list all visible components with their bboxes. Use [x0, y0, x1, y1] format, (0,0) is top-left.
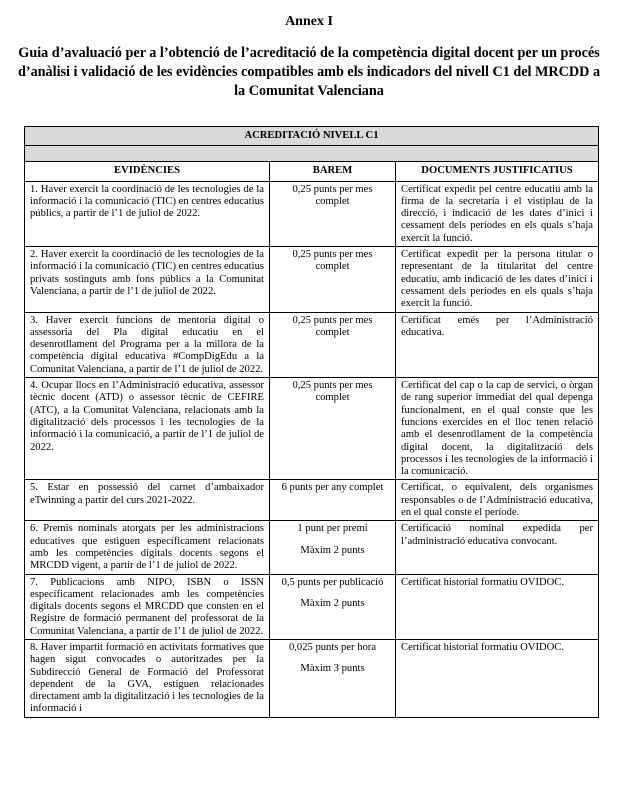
barem-value: 0,5 punts per publicació: [281, 576, 384, 588]
table-row: [25, 639, 599, 717]
spacer-row: [25, 146, 599, 162]
evidence-cell: 6. Premis nominals atorgats per les administracions educatives que estiguen específicament relacionats amb les competències digitals docents segons el MRCDD vigent, a partir de l’1 de juliol de 2022.: [25, 521, 270, 574]
document-cell: Certificat del cap o la cap de servici, o òrgan de rang superior immediat del qual depenga funcionalment, en el qual conste que les funcions exercides en el lloc tenen relació amb el desenrotllament de la competència digital docent, la digitalització dels processos i les tecnologies de la informació i la comunicació.: [396, 378, 599, 480]
table-row: [25, 574, 599, 639]
barem-maximum: Màxim 2 punts: [300, 544, 365, 556]
column-header-barem: BAREM: [270, 162, 396, 181]
evidence-cell: 7. Publicacions amb NIPO, ISBN o ISSN específicament relacionades amb les competències digitals docents segons el MRCDD que consten en el Registre de formació permanent del professorat de la Comunitat Valenciana, a partir de l’1 de juliol de 2022.: [25, 574, 270, 639]
document-cell: Certificat historial formatiu OVIDOC.: [396, 574, 599, 639]
barem-cell: [270, 378, 396, 480]
blank-band: [25, 146, 599, 162]
document-cell: Certificació nominal expedida per l’administració educativa convocant.: [396, 521, 599, 574]
guide-title: Guia d’avaluació per a l’obtenció de l’acreditació de la competència digital docent per un procés d’anàlisi i validació de les evidències compatibles amb els indicadors del nivell C1 del MRCDD a la Comunitat Valenciana: [17, 45, 601, 99]
document-cell: Certificat, o equivalent, dels organismes responsables o de l’Administració educativa, en el qual conste el període.: [396, 480, 599, 521]
table-row: [25, 181, 599, 246]
table-row: [25, 521, 599, 574]
evidence-cell: 2. Haver exercit la coordinació de les tecnologies de la informació i la comunicació (TIC) en centres educatius privats sostinguts amb fons públics a la Comunitat Valenciana, a partir de l’1 de juliol de 2022.: [25, 247, 270, 312]
document-cell: Certificat historial formatiu OVIDOC.: [396, 639, 599, 717]
evidence-cell: 4. Ocupar llocs en l’Administració educativa, assessor tècnic docent (ATD) o assessor tècnic de CEFIRE (ATC), a la Comunitat Valenciana, relacionats amb la digitalització dels processos i les tecnologies de la informació i la comunicació, a partir de l’1 de juliol de 2022.: [25, 378, 270, 480]
barem-cell: [270, 521, 396, 574]
evaluation-table: [24, 126, 599, 718]
table-row: [25, 378, 599, 480]
document-cell: Certificat expedit pel centre educatiu amb la firma de la secretaria i el vistiplau de la direcció, i indicació de les dates d’inici i cessament dels períodes en els quals s’haja exercit la funció.: [396, 181, 599, 246]
evidence-cell: 5. Estar en possessió del carnet d’ambaixador eTwinning a partir del curs 2021-2022.: [25, 480, 270, 521]
evidence-cell: 3. Haver exercit funcions de mentoria digital o assessoria del Pla digital educatiu en el desenrotllament del Programa per a la millora de la competència digital educativa #CompDigEdu a la Comunitat Valenciana, a partir de l’1 de juliol de 2022.: [25, 312, 270, 377]
barem-value: 6 punts per any complet: [281, 482, 384, 494]
column-header-documents: DOCUMENTS JUSTIFICATIUS: [396, 162, 599, 181]
barem-cell: [270, 480, 396, 521]
barem-cell: [270, 574, 396, 639]
table-row: [25, 247, 599, 312]
annex-title: Annex I: [285, 14, 333, 29]
barem-cell: [270, 181, 396, 246]
barem-maximum: Màxim 2 punts: [300, 597, 365, 609]
table-row: [25, 480, 599, 521]
barem-value: 1 punt per premi: [297, 523, 368, 535]
document-cell: Certificat expedit per la persona titular o representant de la titularitat del centre educatiu, amb indicació de les dates d’inici i cessament dels períodes en els quals s’haja exercit la funció.: [396, 247, 599, 312]
column-header-evidences: EVIDÈNCIES: [25, 162, 270, 181]
evidence-cell: 8. Haver impartit formació en activitats formatives que hagen sigut convocades o autoritzades per la Subdirecció General de Formació del Professorat dependent de la GVA, estiguen relacionades directament amb la digitalització i les tecnologies de la informació i: [25, 639, 270, 717]
section-header: ACREDITACIÓ NIVELL C1: [25, 127, 599, 146]
barem-cell: [270, 312, 396, 377]
evidence-cell: 1. Haver exercit la coordinació de les tecnologies de la informació i la comunicació (TIC) en centres educatius públics, a partir de l’1 de juliol de 2022.: [25, 181, 270, 246]
barem-value: 0,025 punts per hora: [288, 641, 377, 653]
barem-cell: [270, 247, 396, 312]
document-cell: Certificat emés per l’Administració educativa.: [396, 312, 599, 377]
table-row: [25, 312, 599, 377]
section-header-row: [25, 127, 599, 146]
barem-value: 0,25 punts per mes complet: [292, 183, 373, 207]
barem-value: 0,25 punts per mes complet: [292, 249, 373, 273]
barem-maximum: Màxim 3 punts: [300, 663, 365, 675]
barem-value: 0,25 punts per mes complet: [292, 314, 373, 338]
barem-cell: [270, 639, 396, 717]
barem-value: 0,25 punts per mes complet: [292, 380, 373, 404]
column-header-row: [25, 162, 599, 181]
